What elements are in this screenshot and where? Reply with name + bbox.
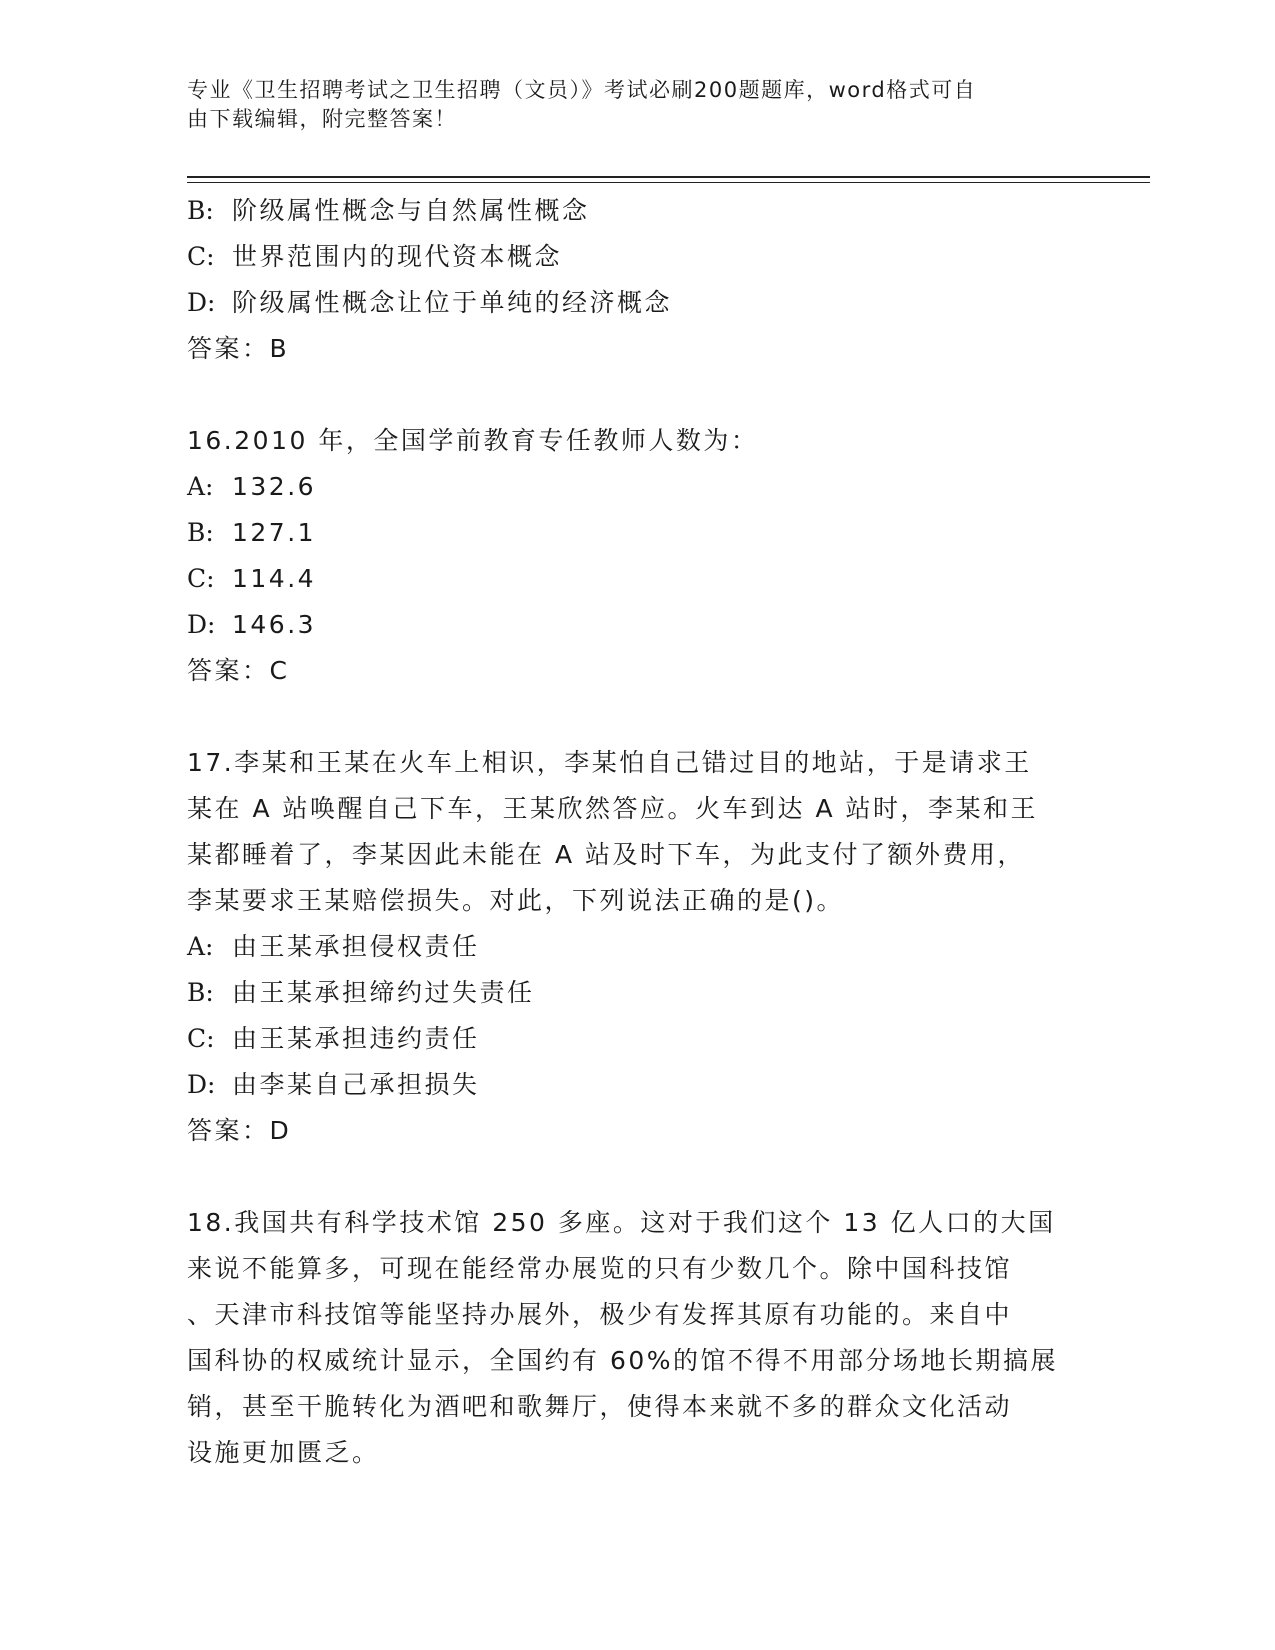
- question-stem: 16.2010 年，全国学前教育专任教师人数为：: [187, 426, 759, 455]
- option-text: 146.3: [232, 610, 317, 639]
- option-b: [187, 970, 1087, 1016]
- option-c: [187, 234, 1087, 280]
- option-d: [187, 280, 1087, 326]
- option-text: 世界范围内的现代资本概念: [232, 242, 563, 271]
- option-a: [187, 924, 1087, 970]
- blank-line: [187, 694, 1087, 740]
- option-b: [187, 188, 1087, 234]
- header-line-1: 专业《卫生招聘考试之卫生招聘（文员）》考试必刷200题题库，word格式可自: [187, 78, 977, 102]
- option-letter: D:: [187, 288, 216, 317]
- question-stem-line: 17.李某和王某在火车上相识，李某怕自己错过目的地站，于是请求王: [187, 748, 1032, 777]
- option-letter: C:: [187, 1024, 215, 1053]
- option-text: 阶级属性概念让位于单纯的经济概念: [232, 288, 673, 317]
- option-text: 132.6: [232, 472, 317, 501]
- question-stem-line: 、天津市科技馆等能坚持办展外，极少有发挥其原有功能的。来自中: [187, 1300, 1013, 1329]
- option-text: 由王某承担违约责任: [232, 1024, 480, 1053]
- option-text: 127.1: [232, 518, 317, 547]
- option-b: [187, 510, 1087, 556]
- option-letter: B:: [187, 518, 214, 547]
- answer-line: 答案：C: [187, 656, 290, 685]
- option-letter: A:: [187, 932, 214, 961]
- option-letter: C:: [187, 242, 215, 271]
- header-divider-thin: [187, 182, 1150, 183]
- question-stem-line: 设施更加匮乏。: [187, 1438, 380, 1467]
- option-c: [187, 556, 1087, 602]
- option-text: 由李某自己承担损失: [232, 1070, 480, 1099]
- option-text: 由王某承担侵权责任: [232, 932, 480, 961]
- option-letter: B:: [187, 978, 214, 1007]
- option-text: 114.4: [232, 564, 317, 593]
- question-stem-line: 李某要求王某赔偿损失。对此，下列说法正确的是()。: [187, 886, 845, 915]
- question-stem-line: 来说不能算多，可现在能经常办展览的只有少数几个。除中国科技馆: [187, 1254, 1013, 1283]
- question-18: [187, 1200, 1087, 1476]
- option-letter: D:: [187, 610, 216, 639]
- option-letter: C:: [187, 564, 215, 593]
- header-line-2: 由下载编辑，附完整答案！: [187, 107, 457, 131]
- answer-line: 答案：B: [187, 334, 290, 363]
- option-letter: B:: [187, 196, 214, 225]
- question-stem-line: 国科协的权威统计显示，全国约有 60%的馆不得不用部分场地长期搞展: [187, 1346, 1059, 1375]
- question-16: [187, 418, 1087, 694]
- blank-line: [187, 1154, 1087, 1200]
- option-letter: D:: [187, 1070, 216, 1099]
- question-15-options: [187, 188, 1087, 372]
- option-text: 阶级属性概念与自然属性概念: [232, 196, 590, 225]
- option-d: [187, 602, 1087, 648]
- question-17: [187, 740, 1087, 1154]
- document-header: [187, 76, 1087, 134]
- question-stem-line: 某在 A 站唤醒自己下车，王某欣然答应。火车到达 A 站时，李某和王: [187, 794, 1038, 823]
- header-divider-thick: [187, 176, 1150, 178]
- option-c: [187, 1016, 1087, 1062]
- option-d: [187, 1062, 1087, 1108]
- option-a: [187, 464, 1087, 510]
- question-stem-line: 销，甚至干脆转化为酒吧和歌舞厅，使得本来就不多的群众文化活动: [187, 1392, 1013, 1421]
- document-body: [187, 188, 1087, 1476]
- question-stem-line: 18.我国共有科学技术馆 250 多座。这对于我们这个 13 亿人口的大国: [187, 1208, 1056, 1237]
- answer-line: 答案：D: [187, 1116, 292, 1145]
- option-letter: A:: [187, 472, 214, 501]
- option-text: 由王某承担缔约过失责任: [232, 978, 535, 1007]
- question-stem-line: 某都睡着了，李某因此未能在 A 站及时下车，为此支付了额外费用，: [187, 840, 1025, 869]
- blank-line: [187, 372, 1087, 418]
